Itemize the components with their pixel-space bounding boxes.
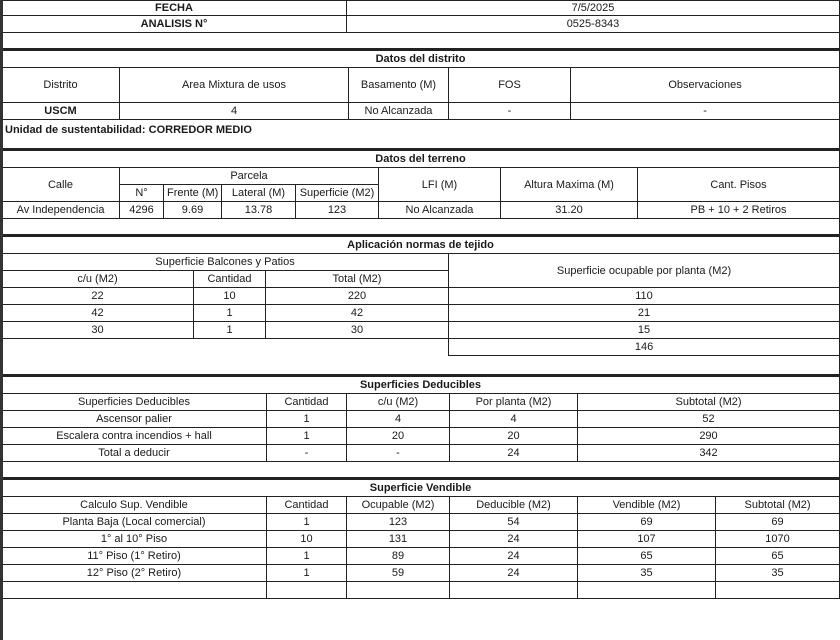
col-pisos: Cant. Pisos	[638, 168, 840, 202]
clipped-cell	[450, 582, 578, 599]
deducible-value[interactable]: 24	[450, 548, 578, 565]
cantidad-value[interactable]: 10	[267, 531, 347, 548]
cu-value[interactable]: 22	[2, 288, 194, 305]
cantidad-value[interactable]: 1	[267, 411, 347, 428]
cu-value[interactable]: -	[347, 445, 450, 462]
cu-value[interactable]: 42	[2, 305, 194, 322]
calculo-name[interactable]: Planta Baja (Local comercial)	[2, 514, 267, 531]
ocupable-value[interactable]: 21	[449, 305, 840, 322]
vendible-table	[1, 479, 840, 599]
datos-distrito-row	[2, 103, 840, 120]
deducibles-row	[2, 411, 840, 428]
calculo-name[interactable]: 11° Piso (1° Retiro)	[2, 548, 267, 565]
deducibles-table	[1, 376, 840, 479]
total-value[interactable]: 42	[266, 305, 449, 322]
normas-header-1	[2, 254, 840, 271]
cu-value[interactable]: 4	[347, 411, 450, 428]
col-total: Total (M2)	[266, 271, 449, 288]
altura-value[interactable]: 31.20	[501, 202, 638, 219]
deducibles-row	[2, 428, 840, 445]
ocupable-title: Superficie ocupable por planta (M2)	[449, 254, 840, 288]
por-planta-value[interactable]: 24	[450, 445, 578, 462]
fecha-label: FECHA	[2, 1, 347, 16]
vendible-value[interactable]: 65	[578, 548, 716, 565]
superficie-value[interactable]: 123	[296, 202, 379, 219]
calle-value[interactable]: Av Independencia	[2, 202, 120, 219]
vendible-row	[2, 548, 840, 565]
analisis-row	[2, 16, 840, 33]
ocupable-value[interactable]: 59	[347, 565, 450, 582]
datos-distrito-table	[1, 50, 840, 150]
ocupable-value[interactable]: 89	[347, 548, 450, 565]
cantidad-value[interactable]: 1	[267, 548, 347, 565]
col-basamento: Basamento (M)	[349, 68, 449, 103]
deducibles-header	[2, 394, 840, 411]
datos-terreno-table	[1, 150, 840, 236]
observaciones-value[interactable]: -	[571, 103, 840, 120]
lfi-value[interactable]: No Alcanzada	[379, 202, 501, 219]
ocupable-value[interactable]: 123	[347, 514, 450, 531]
analisis-label: ANALISIS N°	[2, 16, 347, 33]
col-numero: N°	[120, 185, 164, 202]
normas-total-row	[2, 339, 840, 356]
subtotal-value[interactable]: 69	[716, 514, 840, 531]
spacer-row	[2, 33, 840, 50]
normas-row	[2, 322, 840, 339]
vendible-title: Superficie Vendible	[2, 480, 840, 497]
col-area-mixtura: Area Mixtura de usos	[120, 68, 349, 103]
col-vendible: Vendible (M2)	[578, 497, 716, 514]
subtotal-value[interactable]: 35	[716, 565, 840, 582]
calculo-name[interactable]: 1° al 10° Piso	[2, 531, 267, 548]
cantidad-value[interactable]: 1	[194, 305, 266, 322]
area-mixtura-value[interactable]: 4	[120, 103, 349, 120]
unidad-sustentabilidad: Unidad de sustentabilidad: CORREDOR MEDIO	[2, 120, 840, 140]
calculo-name[interactable]: 12° Piso (2° Retiro)	[2, 565, 267, 582]
cantidad-value[interactable]: 1	[267, 514, 347, 531]
fos-value[interactable]: -	[449, 103, 571, 120]
ocupable-value[interactable]: 131	[347, 531, 450, 548]
col-distrito: Distrito	[2, 68, 120, 103]
col-lateral: Lateral (M)	[222, 185, 296, 202]
vendible-row	[2, 514, 840, 531]
deducible-value[interactable]: 24	[450, 531, 578, 548]
col-cantidad: Cantidad	[194, 271, 266, 288]
ocupable-total[interactable]: 146	[449, 339, 840, 356]
normas-tejido-table	[1, 236, 840, 376]
cantidad-value[interactable]: 1	[267, 428, 347, 445]
col-por-planta: Por planta (M2)	[450, 394, 578, 411]
subtotal-value[interactable]: 65	[716, 548, 840, 565]
deducible-name[interactable]: Total a deducir	[2, 445, 267, 462]
deducibles-total-row	[2, 445, 840, 462]
col-cantidad: Cantidad	[267, 497, 347, 514]
col-calle: Calle	[2, 168, 120, 202]
vendible-header	[2, 497, 840, 514]
col-lfi: LFI (M)	[379, 168, 501, 202]
cantidad-value[interactable]: 10	[194, 288, 266, 305]
analisis-value[interactable]: 0525-8343	[347, 16, 840, 33]
datos-terreno-header-1	[2, 168, 840, 185]
col-deducible: Deducible (M2)	[450, 497, 578, 514]
vendible-value[interactable]: 35	[578, 565, 716, 582]
basamento-value[interactable]: No Alcanzada	[349, 103, 449, 120]
subtotal-value[interactable]: 1070	[716, 531, 840, 548]
subtotal-value[interactable]: 342	[578, 445, 840, 462]
datos-distrito-title: Datos del distrito	[2, 51, 840, 68]
total-value[interactable]: 30	[266, 322, 449, 339]
col-altura: Altura Maxima (M)	[501, 168, 638, 202]
vendible-row	[2, 565, 840, 582]
deducible-name[interactable]: Ascensor palier	[2, 411, 267, 428]
balcones-title: Superficie Balcones y Patios	[2, 254, 449, 271]
ocupable-value[interactable]: 15	[449, 322, 840, 339]
pisos-value[interactable]: PB + 10 + 2 Retiros	[638, 202, 840, 219]
vendible-value[interactable]: 107	[578, 531, 716, 548]
vendible-value[interactable]: 69	[578, 514, 716, 531]
col-superficie: Superficie (M2)	[296, 185, 379, 202]
cantidad-value[interactable]: 1	[194, 322, 266, 339]
clipped-cell	[2, 582, 267, 599]
col-observaciones: Observaciones	[571, 68, 840, 103]
col-fos: FOS	[449, 68, 571, 103]
deducible-value[interactable]: 24	[450, 565, 578, 582]
vendible-row	[2, 531, 840, 548]
col-cu: c/u (M2)	[347, 394, 450, 411]
header-table	[1, 0, 840, 50]
clipped-cell	[267, 582, 347, 599]
distrito-value[interactable]: USCM	[2, 103, 120, 120]
col-cantidad: Cantidad	[267, 394, 347, 411]
vendible-row-clipped	[2, 582, 840, 599]
cu-value[interactable]: 30	[2, 322, 194, 339]
normas-tejido-title: Aplicación normas de tejido	[2, 237, 840, 254]
col-parcela: Parcela	[120, 168, 379, 185]
deducible-value[interactable]: 54	[450, 514, 578, 531]
clipped-cell	[716, 582, 840, 599]
por-planta-value[interactable]: 4	[450, 411, 578, 428]
subtotal-value[interactable]: 290	[578, 428, 840, 445]
col-frente: Frente (M)	[164, 185, 222, 202]
sheet-left-border	[0, 0, 3, 640]
deducible-name[interactable]: Escalera contra incendios + hall	[2, 428, 267, 445]
cantidad-value[interactable]: 1	[267, 565, 347, 582]
por-planta-value[interactable]: 20	[450, 428, 578, 445]
subtotal-value[interactable]: 52	[578, 411, 840, 428]
col-deducible-name: Superficies Deducibles	[2, 394, 267, 411]
numero-value[interactable]: 4296	[120, 202, 164, 219]
cu-value[interactable]: 20	[347, 428, 450, 445]
col-subtotal: Subtotal (M2)	[716, 497, 840, 514]
clipped-cell	[347, 582, 450, 599]
normas-row	[2, 288, 840, 305]
cantidad-value[interactable]: -	[267, 445, 347, 462]
datos-terreno-title: Datos del terreno	[2, 151, 840, 168]
deducibles-title: Superficies Deducibles	[2, 377, 840, 394]
col-cu: c/u (M2)	[2, 271, 194, 288]
fecha-value[interactable]: 7/5/2025	[347, 1, 840, 16]
lateral-value[interactable]: 13.78	[222, 202, 296, 219]
normas-row	[2, 305, 840, 322]
clipped-cell	[578, 582, 716, 599]
col-ocupable: Ocupable (M2)	[347, 497, 450, 514]
datos-distrito-header	[2, 68, 840, 103]
total-value[interactable]: 220	[266, 288, 449, 305]
col-subtotal: Subtotal (M2)	[578, 394, 840, 411]
ocupable-value[interactable]: 110	[449, 288, 840, 305]
datos-terreno-row	[2, 202, 840, 219]
col-calculo: Calculo Sup. Vendible	[2, 497, 267, 514]
unidad-row	[2, 120, 840, 140]
fecha-row	[2, 1, 840, 16]
frente-value[interactable]: 9.69	[164, 202, 222, 219]
